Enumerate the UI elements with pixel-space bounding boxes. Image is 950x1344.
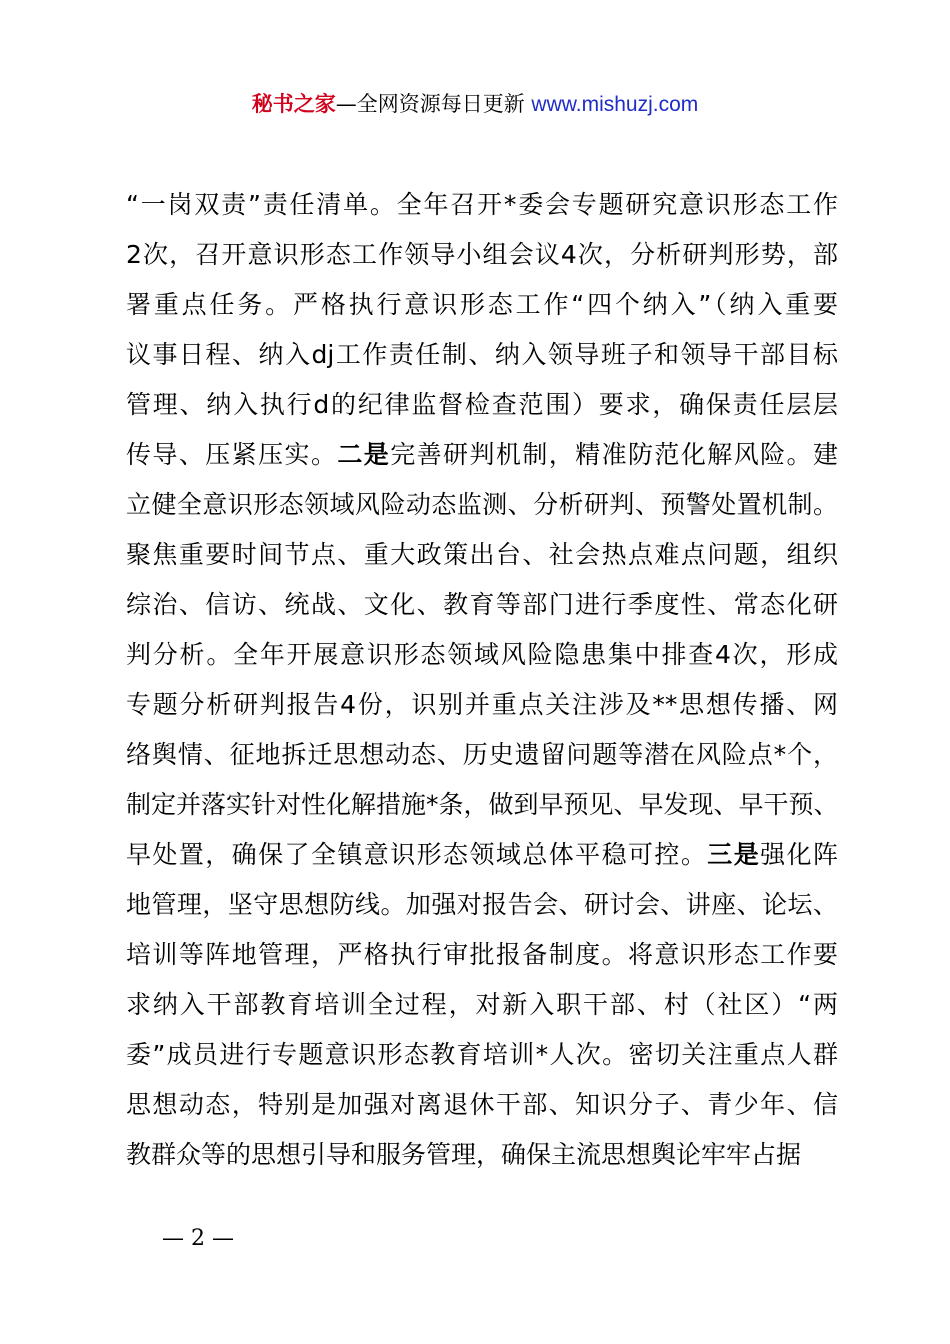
text-segment: 判分析。全年开展意识形态领域风险隐患集中排查4次，形成	[126, 640, 838, 669]
text-line	[126, 1030, 838, 1080]
header-brand: 秘书之家	[251, 92, 336, 116]
header-url-link[interactable]: www.mishuzj.com	[531, 93, 699, 116]
text-line	[126, 1080, 838, 1130]
text-segment: 2次，召开意识形态工作领导小组会议4次，分析研判形势，部	[126, 240, 838, 269]
text-line	[126, 980, 838, 1030]
text-line	[126, 680, 838, 730]
text-line	[126, 780, 838, 830]
text-segment: 委”成员进行专题意识形态教育培训*人次。密切关注重点人群	[126, 1040, 838, 1069]
bold-text-segment: 二是	[337, 440, 391, 469]
text-line	[126, 580, 838, 630]
text-line	[126, 380, 838, 430]
text-segment: 传导、压紧压实。	[126, 440, 338, 469]
text-segment: 强化阵	[760, 840, 838, 869]
text-segment: 议事日程、纳入dj工作责任制、纳入领导班子和领导干部目标	[126, 340, 838, 369]
header-tagline: —全网资源每日更新	[335, 92, 525, 116]
text-segment: 专题分析研判报告4份，识别并重点关注涉及**思想传播、网	[126, 690, 838, 719]
text-segment: 管理、纳入执行d的纪律监督检查范围）要求，确保责任层层	[126, 390, 838, 419]
text-line	[126, 430, 838, 480]
page-number: — 2 —	[162, 1226, 234, 1251]
bold-text-segment: 三是	[707, 840, 761, 869]
text-segment: 思想动态，特别是加强对离退休干部、知识分子、青少年、信	[126, 1090, 838, 1119]
text-segment: 署重点任务。严格执行意识形态工作“四个纳入”（纳入重要	[126, 290, 838, 319]
text-segment: 综治、信访、统战、文化、教育等部门进行季度性、常态化研	[126, 590, 838, 619]
text-line	[126, 1130, 838, 1180]
text-segment: 培训等阵地管理，严格执行审批报备制度。将意识形态工作要	[126, 940, 838, 969]
text-line	[126, 830, 838, 880]
text-segment: 络舆情、征地拆迁思想动态、历史遗留问题等潜在风险点*个，	[126, 740, 838, 769]
text-segment: 教群众等的思想引导和服务管理，确保主流思想舆论牢牢占据	[126, 1140, 802, 1169]
page-header	[0, 89, 950, 120]
text-line	[126, 230, 838, 280]
text-line	[126, 180, 838, 230]
text-segment: 完善研判机制，精准防范化解风险。建	[390, 440, 838, 469]
text-segment: “一岗双责”责任清单。全年召开*委会专题研究意识形态工作	[126, 190, 838, 219]
text-line	[126, 730, 838, 780]
text-line	[126, 280, 838, 330]
text-line	[126, 880, 838, 930]
text-line	[126, 330, 838, 380]
text-segment: 早处置，确保了全镇意识形态领域总体平稳可控。	[126, 840, 708, 869]
text-line	[126, 930, 838, 980]
text-line	[126, 480, 838, 530]
document-body	[126, 180, 838, 1180]
text-line	[126, 530, 838, 580]
text-segment: 制定并落实针对性化解措施*条，做到早预见、早发现、早干预、	[126, 790, 839, 819]
text-segment: 聚焦重要时间节点、重大政策出台、社会热点难点问题，组织	[126, 540, 838, 569]
text-segment: 立健全意识形态领域风险动态监测、分析研判、预警处置机制。	[126, 490, 838, 519]
text-segment: 地管理，坚守思想防线。加强对报告会、研讨会、讲座、论坛、	[126, 890, 838, 919]
text-line	[126, 630, 838, 680]
text-segment: 求纳入干部教育培训全过程，对新入职干部、村（社区）“两	[126, 990, 838, 1019]
